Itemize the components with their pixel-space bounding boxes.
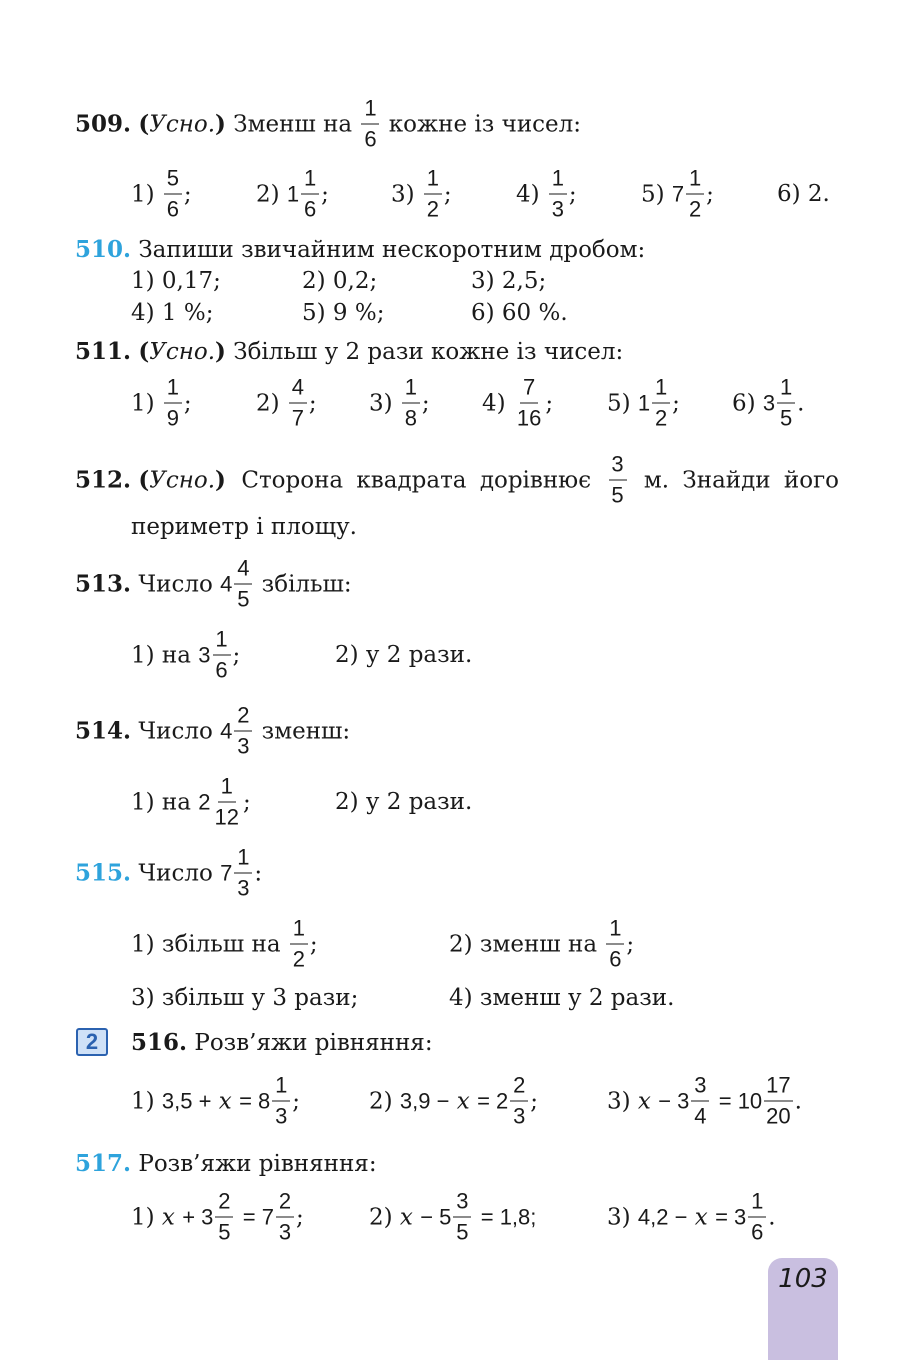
- expr: 4,2 −: [637, 1204, 688, 1229]
- denominator: 7: [291, 405, 305, 431]
- denominator: 3: [237, 875, 250, 901]
- equation-517-3: [607, 1190, 776, 1245]
- item-510-1: 1) 0,17;: [131, 268, 221, 294]
- problem-text: Число: [138, 571, 213, 597]
- fraction: [164, 167, 182, 222]
- problem-number: 515.: [75, 859, 132, 887]
- variable: x: [218, 1088, 232, 1114]
- item-513-2: 2) у 2 рази.: [335, 642, 473, 668]
- problem-514-header: [75, 704, 350, 759]
- problem-515-header: [75, 846, 262, 901]
- problem-516-header: [131, 1029, 433, 1057]
- problem-text: кожне із чисел:: [388, 111, 582, 137]
- equation-516-1: [131, 1074, 300, 1129]
- punct: ;: [545, 390, 554, 416]
- item-514-1: [131, 775, 251, 830]
- item-510-4: 4) 1 %;: [131, 300, 214, 326]
- item-label: 4): [482, 390, 506, 416]
- whole-part: 4: [220, 571, 233, 596]
- punct: ;: [183, 390, 192, 416]
- punct: ;: [321, 181, 329, 207]
- problem-text: Зменш на: [233, 111, 353, 137]
- item-514-2: 2) у 2 рази.: [335, 789, 473, 815]
- expr: − 5: [420, 1204, 452, 1229]
- equation-517-1: [131, 1190, 304, 1245]
- item-label: 2) зменш на: [449, 931, 598, 957]
- item-511-3: [369, 376, 430, 431]
- expr: − 3: [658, 1088, 690, 1113]
- numerator: 1: [301, 167, 319, 195]
- problem-text: Число: [138, 860, 213, 886]
- fraction: [215, 1190, 233, 1245]
- punct: .: [794, 1088, 802, 1114]
- denominator: 2: [655, 405, 668, 431]
- paren: (: [138, 110, 150, 138]
- item-label: 1): [131, 181, 155, 207]
- problem-text: Число: [138, 718, 213, 744]
- oral-label: Усно.: [149, 339, 216, 365]
- problem-number: 509.: [75, 110, 132, 138]
- paren: (: [138, 338, 150, 365]
- problem-text: зменш:: [261, 718, 351, 744]
- problem-text: :: [254, 860, 263, 886]
- variable: x: [637, 1088, 651, 1114]
- numerator: 3: [691, 1074, 709, 1102]
- problem-text: збільш:: [261, 571, 352, 597]
- denominator: 6: [364, 126, 377, 152]
- denominator: 9: [166, 405, 180, 431]
- item-511-6: [732, 376, 804, 431]
- numerator: 2: [234, 704, 252, 732]
- fraction: [691, 1074, 709, 1129]
- item-label: 3): [369, 390, 393, 416]
- problem-text: Розв’яжи рівняння:: [138, 1151, 377, 1177]
- punct: ;: [626, 931, 635, 957]
- punct: ;: [183, 181, 192, 207]
- numerator: 1: [272, 1074, 290, 1102]
- paren: ): [215, 338, 226, 365]
- item-label: 4): [516, 181, 540, 207]
- numerator: 1: [424, 167, 442, 195]
- whole-part: 4: [220, 718, 233, 743]
- expr: = 10: [718, 1088, 763, 1113]
- item-515-2: [449, 917, 634, 972]
- punct: ;: [672, 390, 680, 416]
- denominator: 6: [166, 196, 180, 222]
- variable: x: [694, 1204, 708, 1230]
- fraction: [652, 376, 670, 431]
- punct: ;: [568, 181, 577, 207]
- problem-510-header: [75, 236, 645, 264]
- problem-512-line2: периметр і площу.: [131, 514, 357, 540]
- numerator: 4: [234, 557, 252, 585]
- fraction: [764, 1074, 792, 1129]
- fraction: [777, 376, 795, 431]
- expr: + 3: [182, 1204, 214, 1229]
- punct: ;: [232, 642, 241, 668]
- denominator: 3: [275, 1103, 288, 1129]
- fraction: [272, 1074, 290, 1129]
- punct: .: [768, 1204, 776, 1230]
- fraction: [515, 376, 543, 431]
- item-509-6: [777, 181, 830, 207]
- fraction: [748, 1190, 766, 1245]
- whole-part: 7: [220, 860, 233, 885]
- item-label: 2): [256, 390, 280, 416]
- fraction: [361, 97, 379, 152]
- numerator: 1: [748, 1190, 766, 1218]
- punct: ;: [308, 390, 317, 416]
- item-509-3: [391, 167, 452, 222]
- item-label: 5): [607, 390, 631, 416]
- oral-label: Усно.: [149, 111, 216, 137]
- item-label: 1): [131, 1088, 155, 1114]
- denominator: 3: [278, 1219, 292, 1245]
- problem-number: 517.: [75, 1150, 132, 1177]
- page-number: [768, 1258, 838, 1360]
- denominator: 8: [404, 405, 418, 431]
- punct: ;: [295, 1204, 304, 1230]
- punct: ;: [292, 1088, 301, 1114]
- problem-number: 512.: [75, 466, 132, 494]
- denominator: 16: [516, 405, 542, 431]
- expr: = 3: [715, 1204, 747, 1229]
- denominator: 20: [766, 1103, 791, 1129]
- numerator: 1: [213, 628, 231, 656]
- denominator: 6: [609, 946, 622, 972]
- punct: ;: [309, 931, 318, 957]
- problem-number: 510.: [75, 236, 132, 263]
- denominator: 3: [237, 733, 250, 759]
- numerator: 1: [606, 917, 624, 945]
- equation-516-3: [607, 1074, 802, 1129]
- item-515-3: 3) збільш у 3 рази;: [131, 985, 359, 1011]
- item-label: 1) на: [131, 789, 191, 815]
- problem-text: м. Знайди його: [643, 467, 839, 493]
- item-515-4: 4) зменш у 2 рази.: [449, 985, 675, 1011]
- problem-text: Сторона квадрата дорівнює: [241, 467, 592, 493]
- item-label: 1): [131, 390, 155, 416]
- item-label: 1) збільш на: [131, 931, 281, 957]
- punct: ;: [530, 1088, 539, 1114]
- fraction: [609, 453, 627, 508]
- whole-part: 3: [198, 642, 211, 667]
- denominator: 2: [689, 196, 702, 222]
- fraction: [289, 376, 307, 431]
- variable: x: [399, 1204, 413, 1230]
- fraction: [606, 917, 624, 972]
- denominator: 12: [214, 804, 240, 830]
- fraction: [549, 167, 567, 222]
- denominator: 3: [551, 196, 565, 222]
- numerator: 1: [402, 376, 420, 404]
- denominator: 3: [513, 1103, 526, 1129]
- whole-part: 3: [762, 390, 776, 415]
- item-label: 5): [641, 181, 665, 207]
- item-label: 1) на: [131, 642, 191, 668]
- oral-label: Усно.: [149, 467, 216, 494]
- numerator: 1: [777, 376, 795, 404]
- numerator: 4: [289, 376, 307, 404]
- fraction: [424, 167, 442, 222]
- numerator: 1: [290, 917, 308, 945]
- whole-part: 1: [637, 390, 651, 415]
- variable: x: [456, 1088, 470, 1114]
- expr: = 7: [242, 1204, 274, 1229]
- item-510-2: 2) 0,2;: [302, 268, 378, 294]
- problem-number: 514.: [75, 717, 132, 745]
- numerator: 7: [520, 376, 538, 404]
- item-label: 3): [391, 181, 415, 207]
- denominator: 6: [751, 1219, 764, 1245]
- problem-number: 513.: [75, 570, 132, 598]
- numerator: 1: [686, 167, 704, 195]
- problem-511-header: [75, 338, 623, 366]
- item-511-2: [256, 376, 317, 431]
- numerator: 17: [764, 1074, 792, 1102]
- punct: ;: [421, 390, 430, 416]
- item-label: 1): [131, 1204, 155, 1230]
- item-label: 2): [369, 1088, 393, 1114]
- numerator: 1: [218, 775, 236, 803]
- problem-text: Збільш у 2 рази кожне із чисел:: [233, 339, 624, 365]
- item-510-3: 3) 2,5;: [471, 268, 547, 294]
- item-509-1: [131, 167, 192, 222]
- problem-512-header: [75, 453, 839, 508]
- numerator: 5: [164, 167, 182, 195]
- item-511-5: [607, 376, 680, 431]
- numerator: 1: [361, 97, 379, 125]
- denominator: 5: [456, 1219, 469, 1245]
- item-511-1: [131, 376, 192, 431]
- page-number-text: 103: [778, 1264, 828, 1294]
- item-label: 2): [256, 181, 280, 207]
- denominator: 5: [237, 586, 250, 612]
- numerator: 2: [510, 1074, 528, 1102]
- item-label: 2): [369, 1204, 393, 1230]
- item-513-1: [131, 628, 240, 683]
- fraction: [276, 1190, 294, 1245]
- numerator: 1: [549, 167, 567, 195]
- denominator: 2: [426, 196, 440, 222]
- punct: ;: [706, 181, 714, 207]
- problem-number: 516.: [131, 1029, 188, 1056]
- item-510-5: 5) 9 %;: [302, 300, 385, 326]
- problem-text: Запиши звичайним нескоротним дробом:: [138, 237, 646, 263]
- fraction: [510, 1074, 528, 1129]
- expr: = 2: [477, 1088, 509, 1113]
- item-510-6: 6) 60 %.: [471, 300, 568, 326]
- fraction: [213, 775, 241, 830]
- punct: ;: [443, 181, 452, 207]
- denominator: 6: [304, 196, 317, 222]
- item-509-5: [641, 167, 714, 222]
- numerator: 1: [234, 846, 252, 874]
- punct: .: [797, 390, 805, 416]
- whole-part: 7: [671, 181, 685, 206]
- fraction: [234, 557, 252, 612]
- numerator: 2: [276, 1190, 294, 1218]
- denominator: 4: [694, 1103, 707, 1129]
- item-511-4: [482, 376, 553, 431]
- expr: 3,5 +: [161, 1088, 212, 1113]
- fraction: [686, 167, 704, 222]
- paren: ): [215, 110, 226, 138]
- numerator: 3: [609, 453, 627, 481]
- expr: 3,9 −: [399, 1088, 450, 1113]
- whole-part: 1: [286, 181, 300, 206]
- item-509-2: [256, 167, 329, 222]
- fraction: [402, 376, 420, 431]
- problem-513-header: [75, 557, 352, 612]
- problem-509-header: [75, 97, 581, 152]
- problem-text: Розв’яжи рівняння:: [194, 1030, 433, 1056]
- equation-516-2: [369, 1074, 538, 1129]
- numerator: 2: [215, 1190, 233, 1218]
- problem-517-header: [75, 1150, 377, 1178]
- denominator: 2: [292, 946, 305, 972]
- fraction: [213, 628, 231, 683]
- fraction: [164, 376, 182, 431]
- expr: = 8: [239, 1088, 271, 1113]
- item-label: 6) 2.: [777, 181, 830, 207]
- fraction: [290, 917, 308, 972]
- variable: x: [161, 1204, 175, 1230]
- expr: = 1,8;: [480, 1204, 537, 1229]
- fraction: [301, 167, 319, 222]
- numerator: 1: [652, 376, 670, 404]
- item-label: 3): [607, 1204, 631, 1230]
- item-label: 6): [732, 390, 756, 416]
- paren: ): [215, 466, 226, 494]
- problem-number: 511.: [75, 338, 132, 365]
- numerator: 1: [164, 376, 182, 404]
- item-515-1: [131, 917, 318, 972]
- punct: ;: [243, 789, 251, 815]
- fraction: [453, 1190, 471, 1245]
- paren: (: [138, 466, 150, 494]
- numerator: 3: [453, 1190, 471, 1218]
- fraction: [234, 704, 252, 759]
- fraction: [234, 846, 252, 901]
- level-badge: 2: [76, 1028, 108, 1056]
- denominator: 6: [215, 657, 228, 683]
- item-509-4: [516, 167, 577, 222]
- denominator: 5: [780, 405, 793, 431]
- whole-part: 2: [198, 789, 211, 814]
- item-label: 3): [607, 1088, 631, 1114]
- denominator: 5: [611, 482, 624, 508]
- denominator: 5: [218, 1219, 231, 1245]
- equation-517-2: [369, 1190, 536, 1245]
